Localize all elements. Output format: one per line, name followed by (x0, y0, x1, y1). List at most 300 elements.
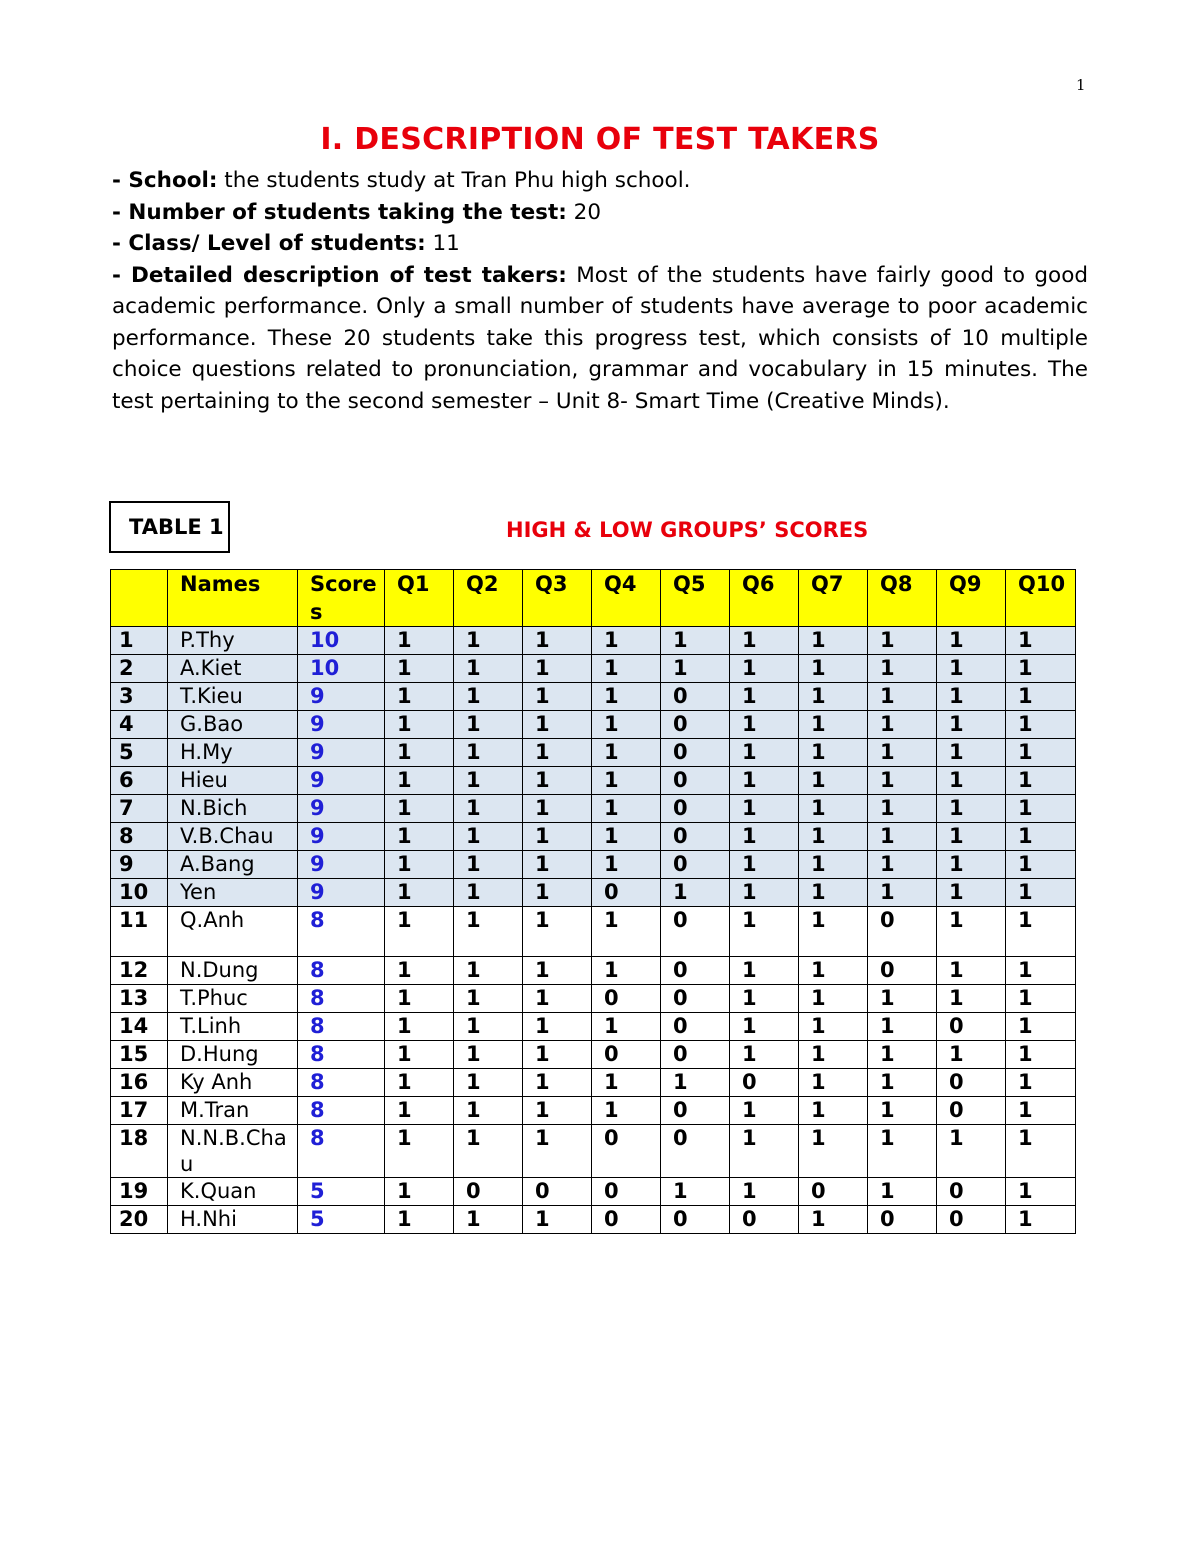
answer-cell-q6: 0 (730, 1069, 799, 1097)
score-cell: 8 (298, 907, 385, 957)
answer-cell-q10: 1 (1006, 1069, 1076, 1097)
answer-cell-q2: 1 (454, 767, 523, 795)
answer-cell-q1: 1 (385, 823, 454, 851)
answer-cell-q9: 1 (937, 627, 1006, 655)
answer-cell-q9: 0 (937, 1097, 1006, 1125)
answer-cell-q8: 1 (868, 1013, 937, 1041)
answer-cell-q2: 1 (454, 907, 523, 957)
answer-cell-q3: 1 (523, 711, 592, 739)
answer-cell-q2: 1 (454, 1097, 523, 1125)
score-cell: 9 (298, 879, 385, 907)
answer-cell-q10: 1 (1006, 1178, 1076, 1206)
answer-cell-q1: 1 (385, 1041, 454, 1069)
student-name-cell: P.Thy (168, 627, 298, 655)
detail-line (112, 260, 1088, 418)
answer-cell-q9: 1 (937, 767, 1006, 795)
answer-cell-q1: 1 (385, 711, 454, 739)
row-index-cell: 10 (111, 879, 168, 907)
header-cell-index (111, 570, 168, 627)
answer-cell-q4: 1 (592, 1013, 661, 1041)
answer-cell-q5: 0 (661, 823, 730, 851)
student-name-cell: Yen (168, 879, 298, 907)
answer-cell-q10: 1 (1006, 627, 1076, 655)
answer-cell-q8: 1 (868, 767, 937, 795)
answer-cell-q2: 0 (454, 1178, 523, 1206)
answer-cell-q3: 1 (523, 683, 592, 711)
row-index-cell: 6 (111, 767, 168, 795)
answer-cell-q2: 1 (454, 795, 523, 823)
answer-cell-q5: 0 (661, 1013, 730, 1041)
answer-cell-q8: 1 (868, 1178, 937, 1206)
answer-cell-q5: 1 (661, 1069, 730, 1097)
table-row (111, 767, 1076, 795)
answer-cell-q1: 1 (385, 627, 454, 655)
row-index-cell: 17 (111, 1097, 168, 1125)
answer-cell-q1: 1 (385, 795, 454, 823)
answer-cell-q5: 0 (661, 957, 730, 985)
score-cell: 9 (298, 739, 385, 767)
answer-cell-q7: 0 (799, 1178, 868, 1206)
table-row (111, 1097, 1076, 1125)
answer-cell-q7: 1 (799, 655, 868, 683)
answer-cell-q9: 1 (937, 879, 1006, 907)
school-label: - School: (112, 168, 218, 193)
answer-cell-q10: 1 (1006, 795, 1076, 823)
table-row (111, 1041, 1076, 1069)
answer-cell-q6: 1 (730, 1013, 799, 1041)
answer-cell-q10: 1 (1006, 1041, 1076, 1069)
table-row (111, 1069, 1076, 1097)
answer-cell-q7: 1 (799, 711, 868, 739)
answer-cell-q5: 0 (661, 739, 730, 767)
answer-cell-q2: 1 (454, 879, 523, 907)
answer-cell-q8: 1 (868, 795, 937, 823)
answer-cell-q8: 1 (868, 985, 937, 1013)
answer-cell-q3: 1 (523, 1041, 592, 1069)
student-name-cell: T.Linh (168, 1013, 298, 1041)
answer-cell-q7: 1 (799, 1206, 868, 1234)
answer-cell-q8: 1 (868, 879, 937, 907)
answer-cell-q7: 1 (799, 1125, 868, 1178)
row-index-cell: 7 (111, 795, 168, 823)
answer-cell-q7: 1 (799, 957, 868, 985)
answer-cell-q1: 1 (385, 907, 454, 957)
answer-cell-q6: 1 (730, 957, 799, 985)
row-index-cell: 16 (111, 1069, 168, 1097)
answer-cell-q3: 1 (523, 823, 592, 851)
header-cell-q4: Q4 (592, 570, 661, 627)
student-name-cell: G.Bao (168, 711, 298, 739)
answer-cell-q2: 1 (454, 851, 523, 879)
student-name-cell: K.Quan (168, 1178, 298, 1206)
answer-cell-q4: 1 (592, 907, 661, 957)
answer-cell-q4: 1 (592, 627, 661, 655)
answer-cell-q4: 0 (592, 879, 661, 907)
answer-cell-q2: 1 (454, 711, 523, 739)
student-name-cell: A.Kiet (168, 655, 298, 683)
header-cell-q5: Q5 (661, 570, 730, 627)
answer-cell-q4: 1 (592, 795, 661, 823)
table-row (111, 985, 1076, 1013)
answer-cell-q9: 0 (937, 1013, 1006, 1041)
table-row (111, 795, 1076, 823)
answer-cell-q1: 1 (385, 655, 454, 683)
answer-cell-q8: 1 (868, 1041, 937, 1069)
student-name-cell: T.Phuc (168, 985, 298, 1013)
answer-cell-q7: 1 (799, 985, 868, 1013)
answer-cell-q5: 0 (661, 767, 730, 795)
answer-cell-q7: 1 (799, 879, 868, 907)
answer-cell-q10: 1 (1006, 1013, 1076, 1041)
answer-cell-q4: 0 (592, 1178, 661, 1206)
answer-cell-q9: 0 (937, 1206, 1006, 1234)
student-name-cell: H.Nhi (168, 1206, 298, 1234)
answer-cell-q5: 0 (661, 1206, 730, 1234)
row-index-cell: 3 (111, 683, 168, 711)
answer-cell-q7: 1 (799, 739, 868, 767)
answer-cell-q10: 1 (1006, 1125, 1076, 1178)
answer-cell-q7: 1 (799, 851, 868, 879)
answer-cell-q10: 1 (1006, 823, 1076, 851)
answer-cell-q1: 1 (385, 1069, 454, 1097)
answer-cell-q7: 1 (799, 1069, 868, 1097)
score-cell: 8 (298, 985, 385, 1013)
table-row (111, 823, 1076, 851)
row-index-cell: 13 (111, 985, 168, 1013)
row-index-cell: 4 (111, 711, 168, 739)
answer-cell-q1: 1 (385, 985, 454, 1013)
answer-cell-q3: 1 (523, 1206, 592, 1234)
table-row (111, 851, 1076, 879)
answer-cell-q4: 1 (592, 1069, 661, 1097)
answer-cell-q5: 0 (661, 851, 730, 879)
score-cell: 8 (298, 1069, 385, 1097)
answer-cell-q6: 1 (730, 655, 799, 683)
answer-cell-q6: 1 (730, 1097, 799, 1125)
answer-cell-q9: 1 (937, 957, 1006, 985)
answer-cell-q1: 1 (385, 957, 454, 985)
score-cell: 5 (298, 1206, 385, 1234)
answer-cell-q4: 1 (592, 655, 661, 683)
answer-cell-q1: 1 (385, 879, 454, 907)
answer-cell-q10: 1 (1006, 683, 1076, 711)
school-value: the students study at Tran Phu high school. (217, 168, 691, 193)
answer-cell-q7: 1 (799, 683, 868, 711)
answer-cell-q8: 1 (868, 851, 937, 879)
detail-label: - Detailed description of test takers: (112, 262, 567, 288)
answer-cell-q7: 1 (799, 907, 868, 957)
answer-cell-q7: 1 (799, 1097, 868, 1125)
row-index-cell: 11 (111, 907, 168, 957)
score-cell: 9 (298, 795, 385, 823)
answer-cell-q10: 1 (1006, 767, 1076, 795)
answer-cell-q9: 1 (937, 985, 1006, 1013)
header-cell-q2: Q2 (454, 570, 523, 627)
answer-cell-q8: 0 (868, 1206, 937, 1234)
answer-cell-q1: 1 (385, 1013, 454, 1041)
student-name-cell: T.Kieu (168, 683, 298, 711)
table-row (111, 907, 1076, 957)
answer-cell-q3: 1 (523, 985, 592, 1013)
row-index-cell: 20 (111, 1206, 168, 1234)
answer-cell-q6: 1 (730, 739, 799, 767)
student-name-cell: A.Bang (168, 851, 298, 879)
score-cell: 10 (298, 627, 385, 655)
answer-cell-q8: 0 (868, 957, 937, 985)
answer-cell-q8: 1 (868, 823, 937, 851)
answer-cell-q5: 1 (661, 627, 730, 655)
row-index-cell: 9 (111, 851, 168, 879)
table-row (111, 879, 1076, 907)
answer-cell-q5: 1 (661, 879, 730, 907)
answer-cell-q8: 1 (868, 655, 937, 683)
header-cell-q8: Q8 (868, 570, 937, 627)
answer-cell-q8: 1 (868, 683, 937, 711)
answer-cell-q9: 1 (937, 655, 1006, 683)
answer-cell-q3: 1 (523, 1125, 592, 1178)
table-row (111, 711, 1076, 739)
answer-cell-q6: 1 (730, 1041, 799, 1069)
answer-cell-q7: 1 (799, 767, 868, 795)
class-value: 11 (425, 231, 460, 256)
answer-cell-q10: 1 (1006, 879, 1076, 907)
student-name-cell: Hieu (168, 767, 298, 795)
answer-cell-q8: 1 (868, 1097, 937, 1125)
score-cell: 10 (298, 655, 385, 683)
answer-cell-q9: 1 (937, 711, 1006, 739)
student-name-cell: N.Dung (168, 957, 298, 985)
answer-cell-q6: 1 (730, 1178, 799, 1206)
table-title: HIGH & LOW GROUPS’ SCORES (506, 518, 869, 542)
answer-cell-q2: 1 (454, 1013, 523, 1041)
scores-table (110, 569, 1076, 1234)
answer-cell-q3: 1 (523, 767, 592, 795)
answer-cell-q4: 0 (592, 1206, 661, 1234)
answer-cell-q5: 0 (661, 1125, 730, 1178)
row-index-cell: 12 (111, 957, 168, 985)
answer-cell-q1: 1 (385, 1206, 454, 1234)
answer-cell-q9: 1 (937, 907, 1006, 957)
answer-cell-q6: 1 (730, 711, 799, 739)
answer-cell-q7: 1 (799, 1013, 868, 1041)
score-cell: 9 (298, 711, 385, 739)
student-name-cell: Q.Anh (168, 907, 298, 957)
answer-cell-q3: 1 (523, 907, 592, 957)
page-number: 1 (1076, 76, 1086, 94)
answer-cell-q4: 1 (592, 683, 661, 711)
answer-cell-q9: 1 (937, 823, 1006, 851)
table-row (111, 957, 1076, 985)
student-name-cell: N.N.B.Chau (168, 1125, 298, 1178)
table-row (111, 739, 1076, 767)
row-index-cell: 8 (111, 823, 168, 851)
answer-cell-q2: 1 (454, 823, 523, 851)
answer-cell-q2: 1 (454, 957, 523, 985)
score-cell: 8 (298, 1041, 385, 1069)
answer-cell-q9: 1 (937, 795, 1006, 823)
answer-cell-q3: 1 (523, 879, 592, 907)
row-index-cell: 5 (111, 739, 168, 767)
answer-cell-q2: 1 (454, 1125, 523, 1178)
row-index-cell: 18 (111, 1125, 168, 1178)
count-value: 20 (566, 199, 602, 225)
answer-cell-q4: 1 (592, 1097, 661, 1125)
row-index-cell: 19 (111, 1178, 168, 1206)
answer-cell-q10: 1 (1006, 985, 1076, 1013)
table-row (111, 1178, 1076, 1206)
score-cell: 9 (298, 767, 385, 795)
answer-cell-q1: 1 (385, 1097, 454, 1125)
count-label: - Number of students taking the test: (112, 199, 567, 225)
answer-cell-q6: 1 (730, 767, 799, 795)
row-index-cell: 15 (111, 1041, 168, 1069)
answer-cell-q3: 1 (523, 851, 592, 879)
description-block (112, 165, 1088, 417)
row-index-cell: 1 (111, 627, 168, 655)
table-row (111, 655, 1076, 683)
answer-cell-q4: 1 (592, 823, 661, 851)
student-name-cell: H.My (168, 739, 298, 767)
answer-cell-q4: 1 (592, 957, 661, 985)
answer-cell-q10: 1 (1006, 907, 1076, 957)
answer-cell-q8: 1 (868, 1069, 937, 1097)
answer-cell-q7: 1 (799, 627, 868, 655)
answer-cell-q9: 1 (937, 739, 1006, 767)
answer-cell-q8: 0 (868, 907, 937, 957)
answer-cell-q3: 1 (523, 627, 592, 655)
answer-cell-q5: 0 (661, 907, 730, 957)
header-cell-names: Names (168, 570, 298, 627)
student-name-cell: V.B.Chau (168, 823, 298, 851)
answer-cell-q1: 1 (385, 851, 454, 879)
student-name-cell: D.Hung (168, 1041, 298, 1069)
answer-cell-q6: 1 (730, 795, 799, 823)
answer-cell-q10: 1 (1006, 957, 1076, 985)
answer-cell-q9: 0 (937, 1069, 1006, 1097)
score-cell: 9 (298, 683, 385, 711)
answer-cell-q5: 0 (661, 683, 730, 711)
answer-cell-q1: 1 (385, 767, 454, 795)
answer-cell-q6: 1 (730, 879, 799, 907)
answer-cell-q3: 1 (523, 1097, 592, 1125)
class-line (112, 228, 1088, 260)
section-heading: I. DESCRIPTION OF TEST TAKERS (320, 122, 880, 157)
answer-cell-q10: 1 (1006, 655, 1076, 683)
answer-cell-q5: 0 (661, 1041, 730, 1069)
answer-cell-q5: 0 (661, 1097, 730, 1125)
table-row (111, 1013, 1076, 1041)
score-cell: 8 (298, 1013, 385, 1041)
answer-cell-q8: 1 (868, 739, 937, 767)
answer-cell-q1: 1 (385, 1125, 454, 1178)
score-cell: 9 (298, 823, 385, 851)
answer-cell-q9: 1 (937, 683, 1006, 711)
answer-cell-q2: 1 (454, 985, 523, 1013)
table-header-row (111, 570, 1076, 627)
answer-cell-q2: 1 (454, 683, 523, 711)
answer-cell-q2: 1 (454, 1206, 523, 1234)
answer-cell-q3: 0 (523, 1178, 592, 1206)
header-cell-q10: Q10 (1006, 570, 1076, 627)
answer-cell-q4: 1 (592, 739, 661, 767)
answer-cell-q4: 1 (592, 711, 661, 739)
answer-cell-q2: 1 (454, 627, 523, 655)
answer-cell-q2: 1 (454, 1069, 523, 1097)
answer-cell-q3: 1 (523, 957, 592, 985)
answer-cell-q4: 1 (592, 851, 661, 879)
table-row (111, 1125, 1076, 1178)
answer-cell-q7: 1 (799, 823, 868, 851)
answer-cell-q6: 1 (730, 683, 799, 711)
answer-cell-q10: 1 (1006, 711, 1076, 739)
student-name-cell: Ky Anh (168, 1069, 298, 1097)
answer-cell-q3: 1 (523, 1013, 592, 1041)
student-name-cell: N.Bich (168, 795, 298, 823)
answer-cell-q1: 1 (385, 739, 454, 767)
header-cell-q7: Q7 (799, 570, 868, 627)
header-cell-scores: Scores (298, 570, 385, 627)
answer-cell-q5: 1 (661, 655, 730, 683)
header-cell-q9: Q9 (937, 570, 1006, 627)
answer-cell-q5: 0 (661, 795, 730, 823)
score-cell: 9 (298, 851, 385, 879)
answer-cell-q9: 0 (937, 1178, 1006, 1206)
answer-cell-q10: 1 (1006, 739, 1076, 767)
answer-cell-q9: 1 (937, 1125, 1006, 1178)
answer-cell-q3: 1 (523, 655, 592, 683)
answer-cell-q8: 1 (868, 1125, 937, 1178)
table-row (111, 683, 1076, 711)
table-label: TABLE 1 (109, 501, 230, 553)
score-cell: 8 (298, 957, 385, 985)
answer-cell-q6: 1 (730, 627, 799, 655)
count-line (112, 197, 1088, 229)
answer-cell-q6: 1 (730, 851, 799, 879)
table-row (111, 627, 1076, 655)
answer-cell-q2: 1 (454, 1041, 523, 1069)
answer-cell-q1: 1 (385, 1178, 454, 1206)
detail-value: Most of the students have fairly good to good academic performance. Only a small number of students have average to poor academic performance. These 20 students take this progress test, which consists of 10 multiple choice questions related to pronunciation, grammar and vocabulary in 15 minutes. The test pertaining to the second semester – Unit 8- Smart Time (Creative Minds). (112, 262, 1088, 414)
answer-cell-q8: 1 (868, 627, 937, 655)
answer-cell-q2: 1 (454, 655, 523, 683)
answer-cell-q4: 1 (592, 767, 661, 795)
answer-cell-q6: 1 (730, 907, 799, 957)
table-row (111, 1206, 1076, 1234)
header-cell-q6: Q6 (730, 570, 799, 627)
answer-cell-q2: 1 (454, 739, 523, 767)
score-cell: 8 (298, 1125, 385, 1178)
answer-cell-q10: 1 (1006, 1097, 1076, 1125)
answer-cell-q8: 1 (868, 711, 937, 739)
school-line (112, 165, 1088, 197)
answer-cell-q6: 1 (730, 1125, 799, 1178)
score-cell: 5 (298, 1178, 385, 1206)
answer-cell-q3: 1 (523, 739, 592, 767)
answer-cell-q4: 0 (592, 1125, 661, 1178)
answer-cell-q1: 1 (385, 683, 454, 711)
answer-cell-q5: 0 (661, 985, 730, 1013)
student-name-cell: M.Tran (168, 1097, 298, 1125)
class-label: - Class/ Level of students: (112, 231, 426, 256)
answer-cell-q3: 1 (523, 795, 592, 823)
answer-cell-q6: 0 (730, 1206, 799, 1234)
answer-cell-q6: 1 (730, 985, 799, 1013)
answer-cell-q3: 1 (523, 1069, 592, 1097)
answer-cell-q7: 1 (799, 1041, 868, 1069)
score-cell: 8 (298, 1097, 385, 1125)
answer-cell-q7: 1 (799, 795, 868, 823)
answer-cell-q10: 1 (1006, 851, 1076, 879)
